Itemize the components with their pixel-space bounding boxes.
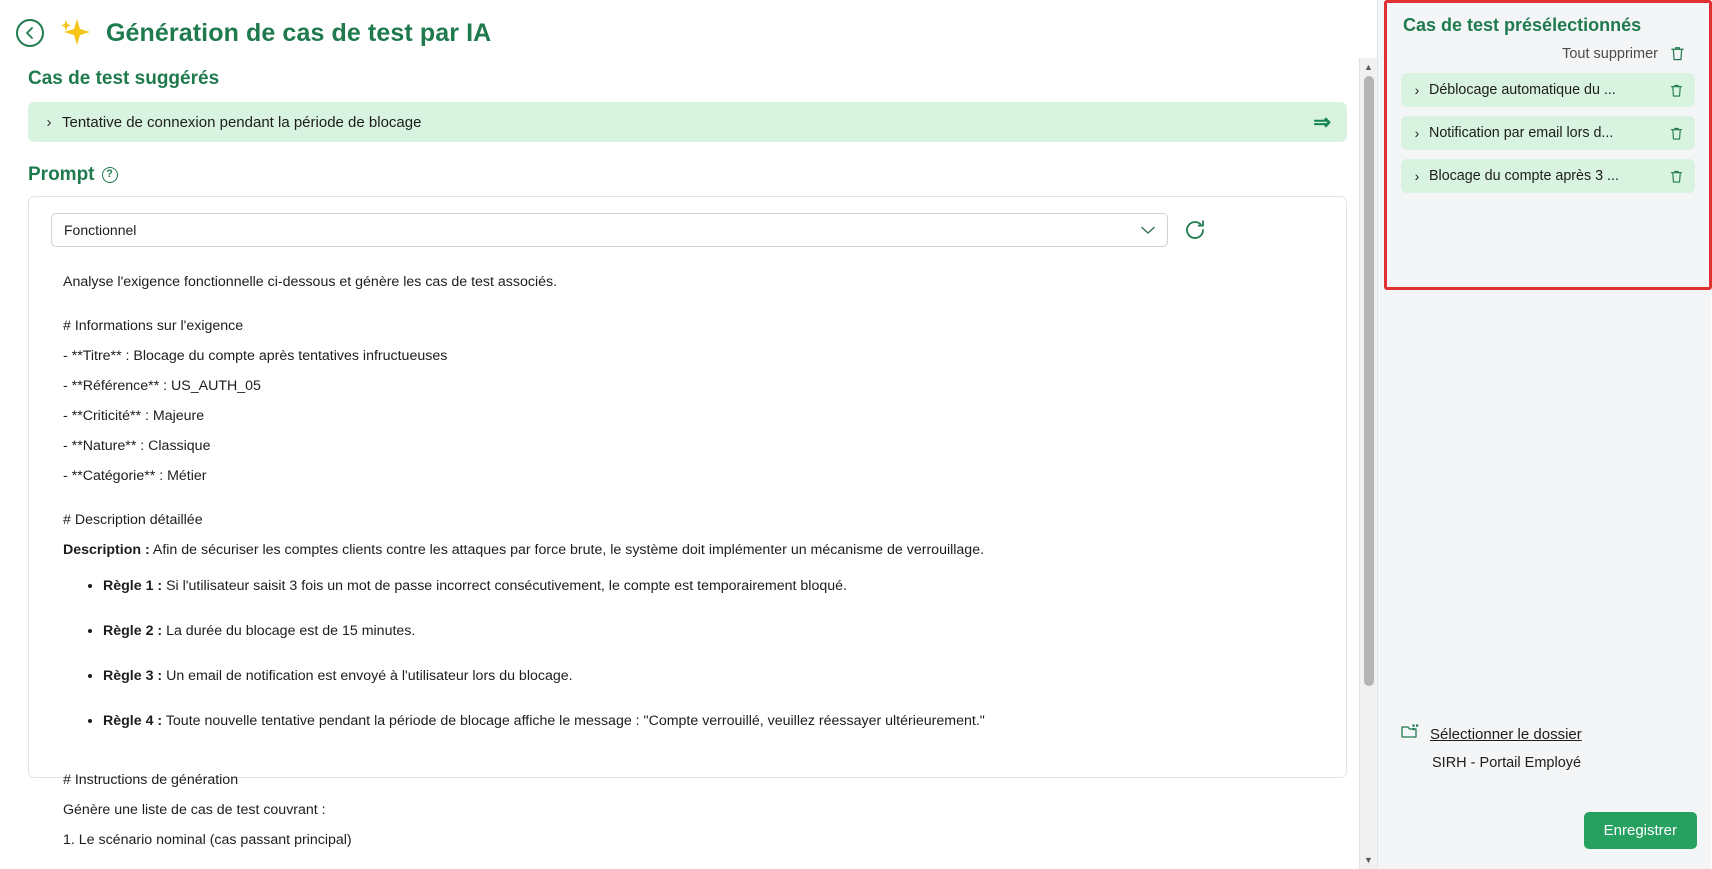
prompt-type-value: Fonctionnel [64,222,137,238]
prompt-generation-line: 1. Le scénario nominal (cas passant principal) [63,832,352,848]
prompt-info-line: - **Référence** : US_AUTH_05 [63,378,261,394]
prompt-description [63,539,1320,561]
chevron-right-icon[interactable]: › [1414,168,1420,184]
preselected-case-item[interactable] [1401,73,1695,107]
prompt-rule-item [103,665,1320,687]
page-title: Génération de cas de test par IA [106,18,492,47]
preselected-case-item[interactable] [1401,116,1695,150]
delete-all-label: Tout supprimer [1562,45,1658,62]
preselected-case-label: Déblocage automatique du ... [1429,82,1616,98]
preselected-case-item[interactable] [1401,159,1695,193]
prompt-type-row [29,197,1346,253]
preselected-test-cases-panel [1384,0,1712,290]
trash-icon[interactable] [1668,125,1685,142]
prompt-info-line: - **Catégorie** : Métier [63,468,207,484]
prompt-intro: Analyse l'exigence fonctionnelle ci-dessous et génère les cas de test associés. [63,274,558,290]
rule-name: Règle 3 : [103,668,163,684]
prompt-info-line: - **Criticité** : Majeure [63,408,205,424]
rule-text: Toute nouvelle tentative pendant la période de blocage affiche le message : "Compte verrouillé, veuillez réessayer ultérieurement." [162,713,985,729]
help-icon[interactable]: ? [102,167,118,183]
prompt-generation-line: Génère une liste de cas de test couvrant : [63,802,326,818]
suggested-section-title: Cas de test suggérés [28,68,220,89]
rule-name: Règle 4 : [103,713,163,729]
preselected-case-label: Blocage du compte après 3 ... [1429,168,1619,184]
prompt-info-line: - **Nature** : Classique [63,438,211,454]
prompt-generation-heading: # Instructions de génération [63,772,239,788]
prompt-info-line: - **Titre** : Blocage du compte après tentatives infructueuses [63,348,448,364]
rule-name: Règle 1 : [103,578,163,594]
chevron-right-icon[interactable]: › [1414,125,1420,141]
preselected-panel-title: Cas de test présélectionnés [1403,15,1642,35]
back-arrow-icon[interactable] [16,19,44,47]
suggested-test-case-label: Tentative de connexion pendant la période de blocage [62,113,422,131]
scroll-up-button[interactable]: ▲ [1364,62,1373,72]
folder-select-icon [1400,722,1420,747]
select-folder-button[interactable] [1400,722,1700,747]
move-to-selection-icon[interactable]: ⇒ [1313,110,1331,134]
rule-text: Si l'utilisateur saisit 3 fois un mot de passe incorrect consécutivement, le compte est temporairement bloqué. [162,578,847,594]
prompt-rule-item [103,575,1320,597]
chevron-right-icon[interactable]: › [1414,82,1420,98]
page-header [0,0,1377,62]
folder-selection-block [1400,722,1700,771]
prompt-rules-list [63,575,1320,732]
prompt-info-heading: # Informations sur l'exigence [63,318,244,334]
save-button[interactable]: Enregistrer [1584,812,1697,849]
right-panel [1377,0,1711,869]
trash-icon[interactable] [1668,168,1685,185]
prompt-description-heading: # Description détaillée [63,512,203,528]
main-scrollbar[interactable] [1359,58,1377,869]
prompt-rule-item [103,710,1320,732]
prompt-header [28,164,1377,186]
prompt-type-select[interactable] [51,213,1168,247]
prompt-description-text: Afin de sécuriser les comptes clients contre les attaques par force brute, le système doit implémenter un mécanisme de verrouillage. [149,542,985,558]
rule-name: Règle 2 : [103,623,163,639]
scrollbar-thumb[interactable] [1364,76,1374,686]
trash-icon[interactable] [1668,82,1685,99]
prompt-rule-item [103,620,1320,642]
prompt-description-label: Description : [63,542,150,558]
suggested-test-case-row[interactable] [28,102,1347,142]
rule-text: La durée du blocage est de 15 minutes. [162,623,416,639]
ai-sparkle-icon [56,14,94,52]
rule-text: Un email de notification est envoyé à l'utilisateur lors du blocage. [162,668,573,684]
refresh-icon[interactable] [1182,217,1208,243]
delete-all-button[interactable] [1401,44,1687,63]
prompt-label: Prompt [28,164,95,185]
chevron-down-icon[interactable] [1141,223,1155,238]
prompt-card [28,196,1347,848]
preselected-case-label: Notification par email lors d... [1429,125,1614,141]
trash-icon[interactable] [1668,44,1687,63]
prompt-text[interactable] [29,253,1346,851]
scroll-down-button[interactable]: ▼ [1364,855,1373,865]
selected-folder-value: SIRH - Portail Employé [1432,755,1582,771]
select-folder-label: Sélectionner le dossier [1430,726,1582,743]
chevron-right-icon[interactable]: › [46,113,52,131]
